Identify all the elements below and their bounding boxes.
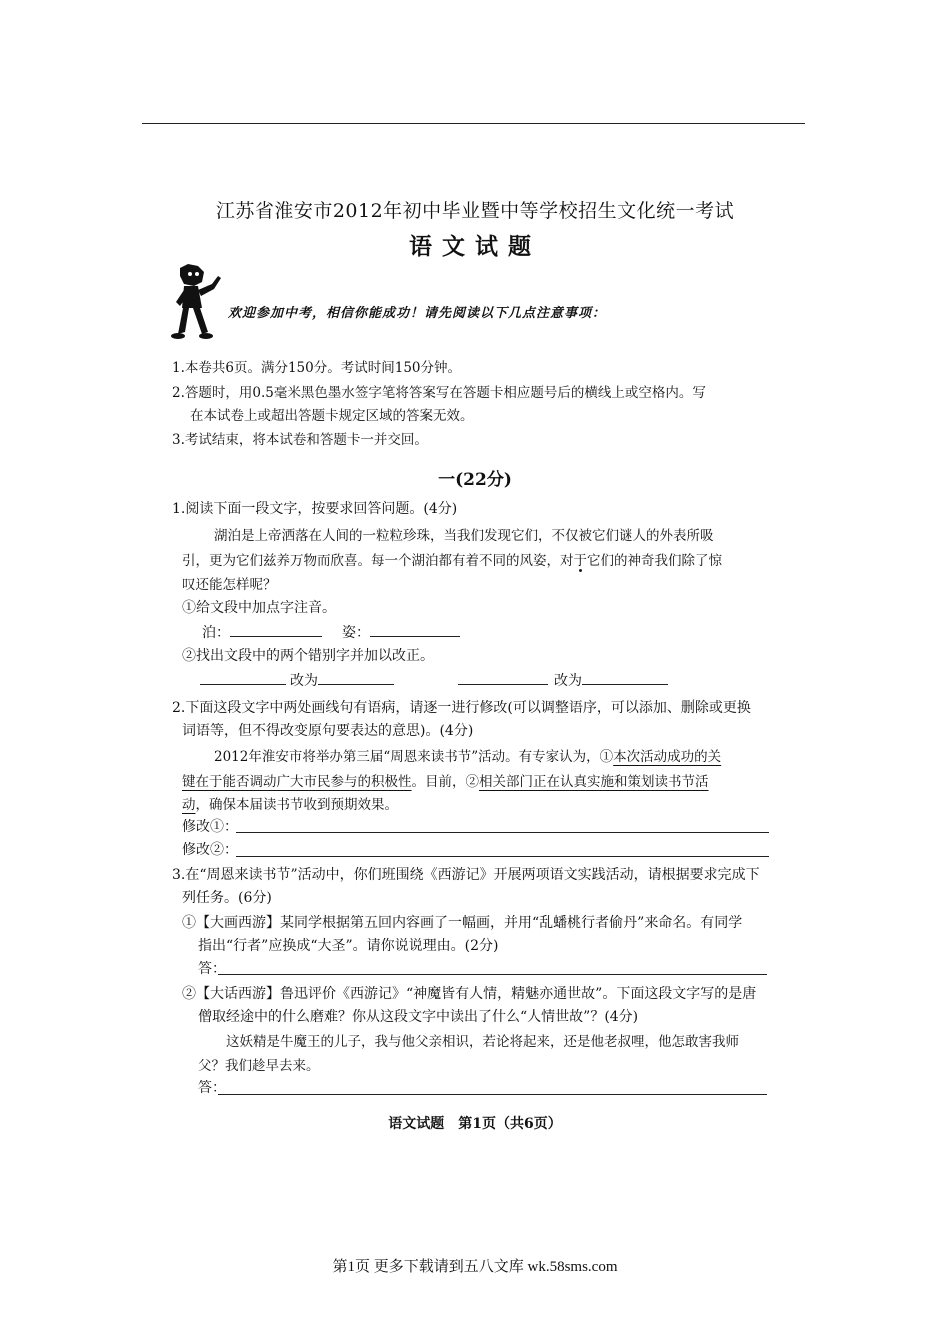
q2-fix-2-answer-line[interactable] bbox=[236, 856, 769, 857]
top-rule bbox=[142, 123, 805, 124]
q2-text-plain-1: 2012年淮安市将举办第三届“周恩来读书节”活动。有专家认为，① bbox=[214, 749, 614, 765]
welcome-message: 欢迎参加中考，相信你能成功！请先阅读以下几点注意事项： bbox=[228, 306, 607, 321]
zi-answer-blank[interactable] bbox=[370, 622, 460, 637]
q3-answer-2-line[interactable] bbox=[218, 1094, 767, 1095]
q3-answer-1-label: 答： bbox=[198, 961, 226, 977]
q2-underlined-sentence-2-start: 相关部门正在认真实施和策划读书节活 bbox=[479, 774, 709, 790]
emphasis-dot bbox=[579, 569, 582, 572]
download-note: 第1页 更多下载请到五八文库 wk.58sms.com bbox=[332, 1259, 618, 1275]
q3-task-2-line-2: 僧取经途中的什么磨难？你从这段文字中读出了什么“人情世故”？(4分) bbox=[198, 1009, 639, 1025]
q3-stem-line-2: 列任务。(6分) bbox=[182, 890, 272, 906]
q1-subtask-2: ②找出文段中的两个错别字并加以改正。 bbox=[182, 648, 434, 664]
q1-paragraph-line-2: 引，更为它们兹养万物而欣喜。每一个湖泊都有着不同的风姿，对于它们的神奇我们除了惊 bbox=[182, 553, 722, 569]
mascot-illustration bbox=[168, 262, 228, 342]
change-label-2: 改为 bbox=[554, 673, 582, 689]
exam-title: 江苏省淮安市2012年初中毕业暨中等学校招生文化统一考试 bbox=[215, 200, 735, 222]
q3-task-1-line-2: 指出“行者”应换成“大圣”。请你说说理由。(2分) bbox=[198, 938, 499, 954]
change-label-1: 改为 bbox=[290, 673, 318, 689]
note-3: 3.考试结束，将本试卷和答题卡一并交回。 bbox=[172, 432, 428, 448]
q2-underlined-sentence-2-end: 动 bbox=[182, 797, 196, 813]
q2-underlined-sentence-1-start: 本次活动成功的关 bbox=[613, 749, 722, 765]
q2-fix-1-answer-line[interactable] bbox=[236, 832, 769, 833]
typo-1-blank[interactable] bbox=[200, 670, 286, 685]
q2-text-line-2 bbox=[182, 770, 709, 790]
q2-underlined-sentence-1-end: 键在于能否调动广大市民参与的积极性 bbox=[182, 774, 412, 790]
q2-fix-2-label: 修改②： bbox=[182, 842, 238, 858]
note-1: 1.本卷共6页。满分150分。考试时间150分钟。 bbox=[172, 360, 462, 376]
q3-quote-line-2: 父？我们趁早去来。 bbox=[198, 1058, 320, 1074]
q1-correction-line bbox=[200, 670, 668, 690]
note-2-continued: 在本试卷上或超出答题卡规定区域的答案无效。 bbox=[190, 408, 474, 424]
q1-pinyin-line bbox=[202, 622, 460, 642]
q1-paragraph-line-3: 叹还能怎样呢？ bbox=[182, 577, 277, 593]
po-label: 泊： bbox=[202, 625, 230, 641]
q1-stem: 1.阅读下面一段文字，按要求回答问题。(4分) bbox=[172, 501, 458, 517]
zi-label: 姿： bbox=[342, 625, 370, 641]
q2-stem-line-2: 词语等，但不得改变原句要表达的意思)。(4分) bbox=[182, 723, 474, 739]
q2-text-line-3 bbox=[182, 793, 398, 813]
q3-task-1-line-1: ①【大画西游】某同学根据第五回内容画了一幅画，并用“乱蟠桃行者偷丹”来命名。有同学 bbox=[182, 915, 743, 931]
q3-stem-line-1: 3.在“周恩来读书节”活动中，你们班围绕《西游记》开展两项语文实践活动，请根据要求完成下 bbox=[172, 867, 760, 883]
section-title: 一(22分) bbox=[438, 470, 512, 490]
page-number-footer: 语文试题 第1页（共6页） bbox=[388, 1116, 562, 1132]
q2-text-plain-2: 。目前，② bbox=[411, 774, 479, 790]
q2-text-line-1 bbox=[214, 745, 721, 765]
q3-answer-1-line[interactable] bbox=[218, 974, 767, 975]
q2-fix-1-label: 修改①： bbox=[182, 819, 238, 835]
typo-2-blank[interactable] bbox=[458, 670, 548, 685]
q3-quote-line-1: 这妖精是牛魔王的儿子，我与他父亲相识，若论将起来，还是他老叔哩，他怎敢害我师 bbox=[226, 1034, 739, 1050]
q2-text-plain-3: ，确保本届读书节收到预期效果。 bbox=[195, 797, 398, 813]
q1-subtask-1: ①给文段中加点字注音。 bbox=[182, 600, 336, 616]
q3-answer-2-label: 答： bbox=[198, 1080, 226, 1096]
note-2: 2.答题时，用0.5毫米黑色墨水签字笔将答案写在答题卡相应题号后的横线上或空格内。写 bbox=[172, 385, 706, 401]
q3-task-2-line-1: ②【大话西游】鲁迅评价《西游记》“神魔皆有人情，精魅亦通世故”。下面这段文字写的是唐 bbox=[182, 986, 757, 1002]
fix-1-blank[interactable] bbox=[318, 670, 394, 685]
q2-stem-line-1: 2.下面这段文字中两处画线句有语病，请逐一进行修改(可以调整语序，可以添加、删除或更换 bbox=[172, 700, 751, 716]
subject-title: 语文试题 bbox=[409, 233, 541, 260]
fix-2-blank[interactable] bbox=[582, 670, 668, 685]
po-answer-blank[interactable] bbox=[230, 622, 322, 637]
q1-paragraph-line-1: 湖泊是上帝洒落在人间的一粒粒珍珠，当我们发现它们，不仅被它们谜人的外表所吸 bbox=[214, 528, 714, 544]
